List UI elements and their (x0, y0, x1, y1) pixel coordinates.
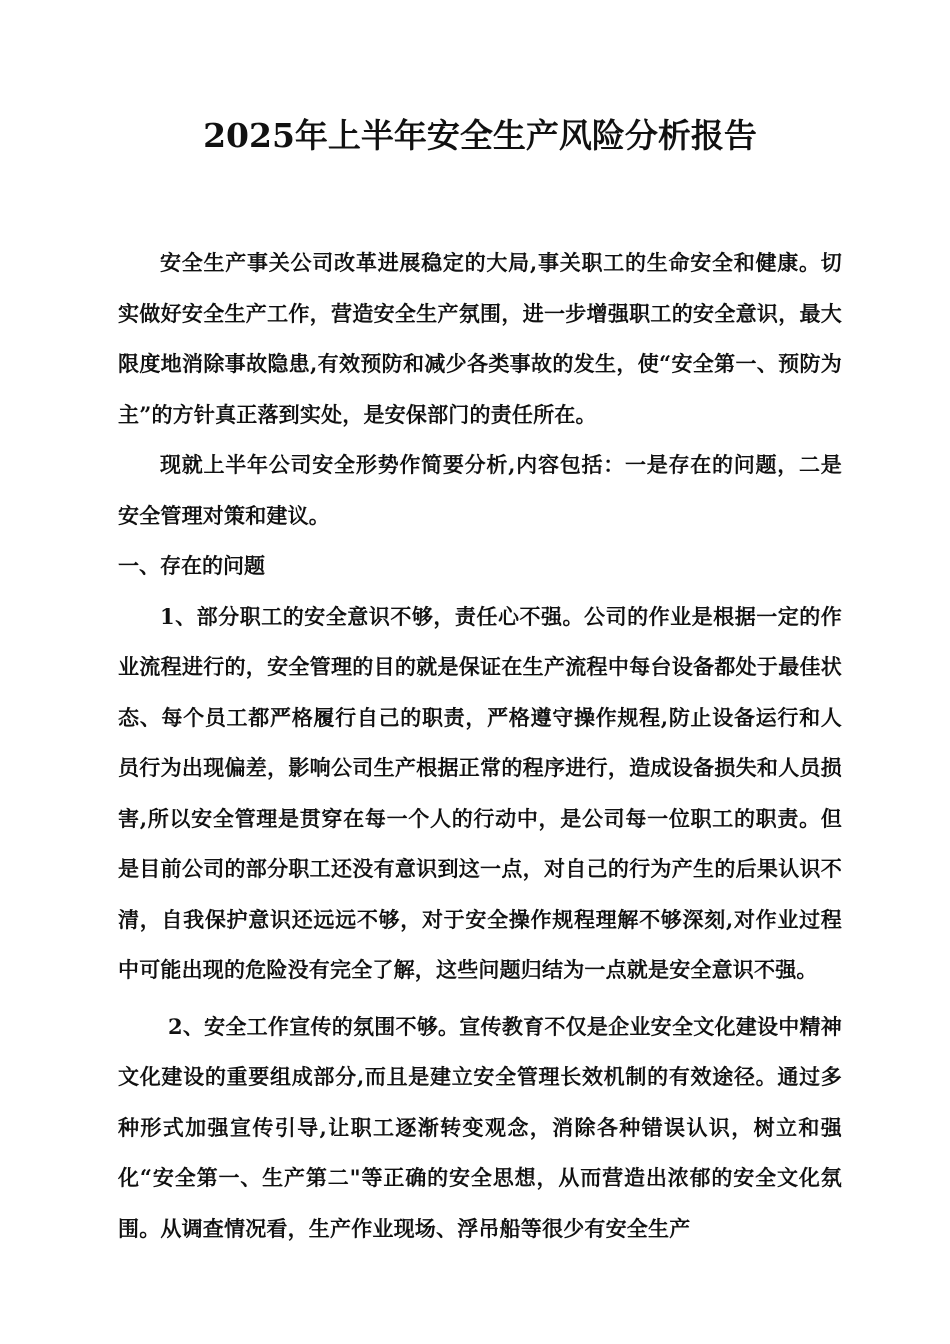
document-title: 2025年上半年安全生产风险分析报告 (203, 116, 757, 155)
problem-item-1: 1、部分职工的安全意识不够，责任心不强。公司的作业是根据一定的作业流程进行的，安全管理的目的就是保证在生产流程中每台设备都处于最佳状态、每个员工都严格履行自己的职责，严格遵守操作规程,防止设备运行和人员行为出现偏差，影响公司生产根据正常的程序进行，造成设备损失和人员损害,所以安全管理是贯穿在每一个人的行动中，是公司每一位职工的职责。但是目前公司的部分职工还没有意识到这一点，对自己的行为产生的后果认识不清，自我保护意识还远远不够，对于安全操作规程理解不够深刻,对作业过程中可能出现的危险没有完全了解，这些问题归结为一点就是安全意识不强。 (118, 603, 842, 982)
section-heading-problems: 一、存在的问题 (118, 553, 265, 578)
problem-item-2: 2、安全工作宣传的氛围不够。宣传教育不仅是企业安全文化建设中精神文化建设的重要组成部分,而且是建立安全管理长效机制的有效途径。通过多种形式加强宣传引导,让职工逐渐转变观念，消除各种错误认识，树立和强化“安全第一、生产第二"等正确的安全思想，从而营造出浓郁的安全文化氛围。从调查情况看，生产作业现场、浮吊船等很少有安全生产 (118, 1013, 842, 1241)
intro-paragraph: 安全生产事关公司改革进展稳定的大局,事关职工的生命安全和健康。切实做好安全生产工作，营造安全生产氛围，进一步增强职工的安全意识，最大限度地消除事故隐患,有效预防和减少各类事故的发生，使“安全第一、预防为主”的方针真正落到实处，是安保部门的责任所在。 (118, 250, 842, 427)
scope-paragraph: 现就上半年公司安全形势作简要分析,内容包括：一是存在的问题，二是安全管理对策和建议。 (118, 452, 842, 528)
